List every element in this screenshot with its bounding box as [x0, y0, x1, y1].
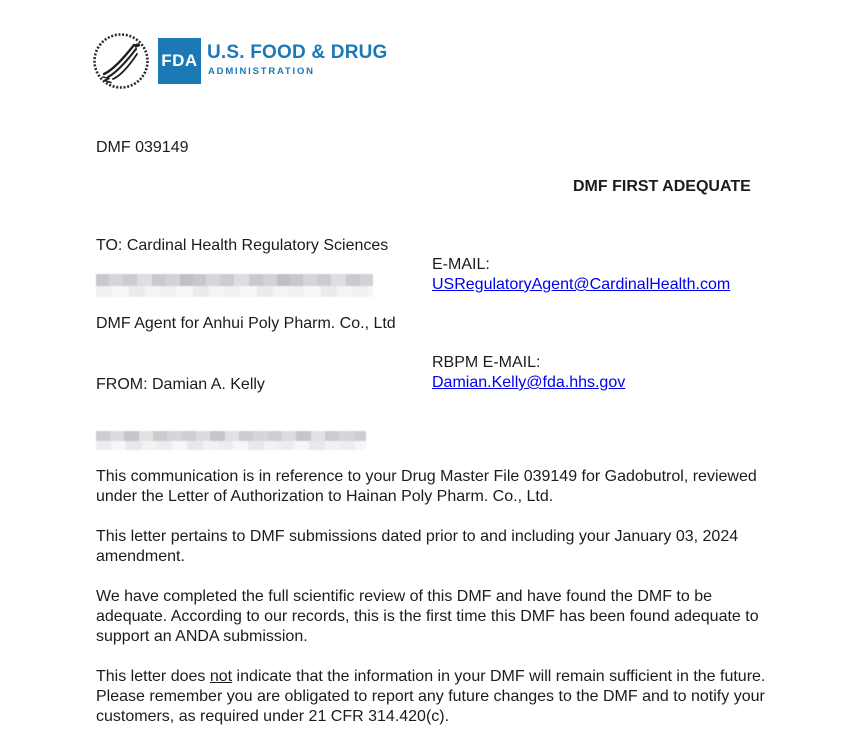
rbpm-email-block — [432, 353, 772, 393]
paragraph-pertains: This letter pertains to DMF submissions dated prior to and including your January 03, 2024 amendment. — [96, 528, 739, 565]
paragraph-review: We have completed the full scientific review of this DMF and have found the DMF to be adequate. According to our records, this is the first time this DMF has been found adequate to support an ANDA submission. — [96, 588, 759, 645]
hhs-seal-icon — [92, 32, 150, 90]
from-line: FROM: Damian A. Kelly — [96, 376, 265, 393]
paragraph-reference: This communication is in reference to your Drug Master File 039149 for Gadobutrol, reviewed under the Letter of Authorization to Hainan Poly Pharm. Co., Ltd. — [96, 468, 757, 505]
email-link[interactable]: USRegulatoryAgent@CardinalHealth.com — [432, 276, 731, 293]
letter-classification: DMF FIRST ADEQUATE — [573, 178, 751, 195]
redacted-signature — [96, 431, 366, 450]
letter-body — [96, 467, 772, 741]
rbpm-email-link[interactable]: Damian.Kelly@fda.hhs.gov — [432, 374, 626, 391]
paragraph-disclaimer — [96, 667, 772, 727]
fda-wordmark-line2: ADMINISTRATION — [208, 66, 315, 77]
underlined-not: not — [209, 668, 233, 685]
disclaimer-before: This letter does — [96, 668, 210, 685]
to-line: TO: Cardinal Health Regulatory Sciences — [96, 237, 389, 254]
dmf-number: DMF 039149 — [96, 139, 189, 156]
fda-logo — [158, 38, 201, 84]
agent-line: DMF Agent for Anhui Poly Pharm. Co., Ltd — [96, 315, 396, 332]
fda-logo-text: FDA — [161, 51, 198, 70]
email-label: E-MAIL: — [432, 256, 490, 273]
email-block — [432, 255, 772, 295]
rbpm-email-label: RBPM E-MAIL: — [432, 354, 541, 371]
fda-wordmark-line1: U.S. FOOD & DRUG — [207, 42, 388, 63]
redacted-address — [96, 274, 373, 297]
disclaimer-after: indicate that the information in your DMF will remain sufficient in the future. Please remember you are obligated to report any future changes to the DMF and to notify your customers, as required under 21 CFR 314.420(c). — [96, 668, 766, 725]
